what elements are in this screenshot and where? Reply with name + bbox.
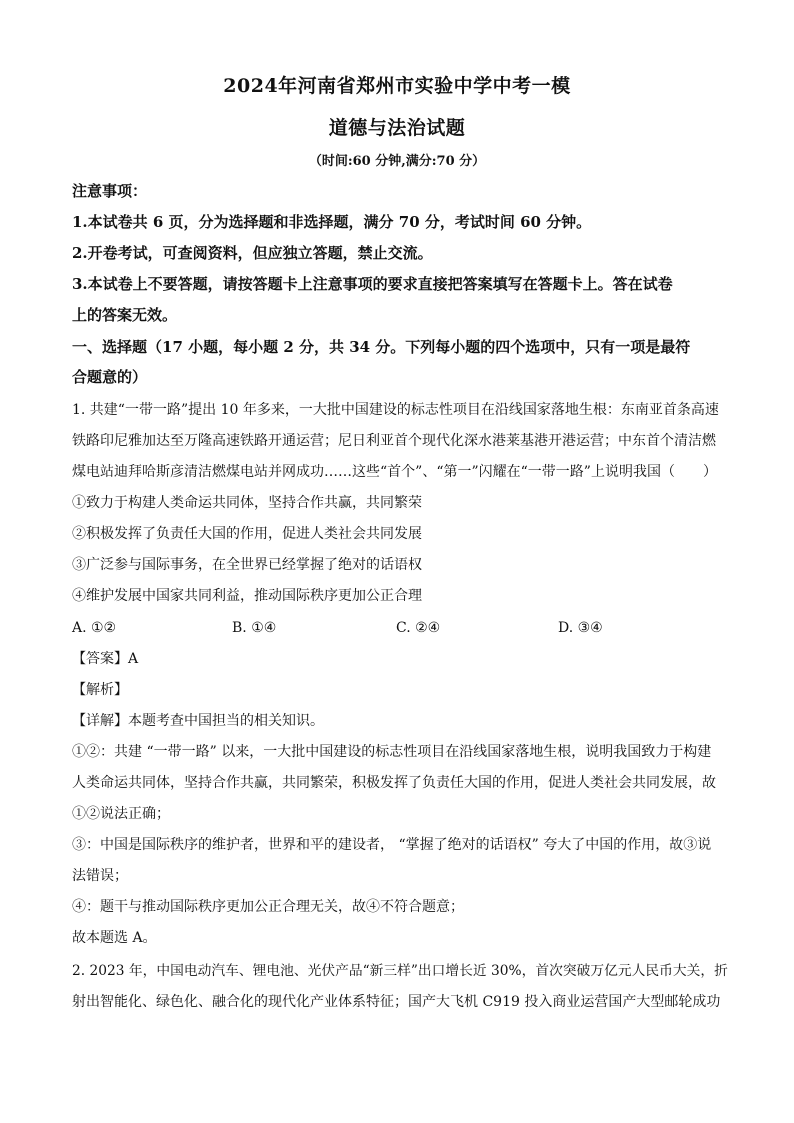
q1-option-b: B. ①④ <box>232 620 277 636</box>
q1-option-c: C. ②④ <box>396 620 441 636</box>
q1-analysis-label: 【解析】 <box>72 682 128 698</box>
time-note: （时间:60 分钟,满分:70 分） <box>308 154 486 169</box>
section-heading-a: 一、选择题（17 小题，每小题 2 分，共 34 分。下列每小题的四个选项中，只有一项是最符 <box>72 338 691 356</box>
q1-stem-2: 铁路印尼雅加达至万隆高速铁路开通运营；尼日利亚首个现代化深水港莱基港开港运营；中东首个清洁燃 <box>72 433 716 449</box>
q1-explain-2b: 法错误； <box>72 868 128 884</box>
note-2: 2.开卷考试，可查阅资料，但应独立答题，禁止交流。 <box>72 244 433 262</box>
q2-stem-2: 射出智能化、绿色化、融合化的现代化产业体系特征；国产大飞机 C919 投入商业运营国产大型邮轮成功 <box>72 994 721 1010</box>
exam-title: 2024年河南省郑州市实验中学中考一模 <box>223 75 571 97</box>
notes-heading: 注意事项： <box>72 182 148 200</box>
q1-statement-1: ①致力于构建人类命运共同体，坚持合作共赢，共同繁荣 <box>72 495 422 511</box>
q1-statement-2: ②积极发挥了负责任大国的作用，促进人类社会共同发展 <box>72 526 422 542</box>
q1-detail: 【详解】本题考查中国担当的相关知识。 <box>72 713 324 729</box>
q1-stem-3: 煤电站迪拜哈斯彦清洁燃煤电站并网成功……这些“首个”、“第一”闪耀在“一带一路”上说明我国（ ） <box>72 464 717 480</box>
q1-conclusion: 故本题选 A。 <box>72 930 157 946</box>
subject-title: 道德与法治试题 <box>328 117 466 139</box>
q1-option-a: A. ①② <box>72 620 117 636</box>
q2-stem-1: 2. 2023 年，中国电动汽车、锂电池、光伏产品“新三样”出口增长近 30%，首次突破万亿元人民币大关，折 <box>72 963 728 979</box>
note-3a: 3.本试卷上不要答题，请按答题卡上注意事项的要求直接把答案填写在答题卡上。答在试卷 <box>72 275 673 293</box>
q1-explain-1c: ①②说法正确； <box>72 806 170 822</box>
note-1: 1.本试卷共 6 页，分为选择题和非选择题，满分 70 分，考试时间 60 分钟。 <box>72 213 592 231</box>
q1-statement-3: ③广泛参与国际事务，在全世界已经掌握了绝对的话语权 <box>72 557 422 573</box>
section-heading-b: 合题意的） <box>72 368 148 386</box>
q1-option-d: D. ③④ <box>558 620 603 636</box>
q1-stem-1: 1. 共建“一带一路”提出 10 年多来，一大批中国建设的标志性项目在沿线国家落地生根：东南亚首条高速 <box>72 402 719 418</box>
q1-statement-4: ④维护发展中国家共同利益，推动国际秩序更加公正合理 <box>72 588 422 604</box>
q1-answer: 【答案】A <box>72 651 139 667</box>
q1-explain-1b: 人类命运共同体，坚持合作共赢，共同繁荣，积极发挥了负责任大国的作用，促进人类社会共同发展，故 <box>72 775 716 791</box>
q1-explain-2a: ③：中国是国际秩序的维护者，世界和平的建设者， “掌握了绝对的话语权” 夸大了中国的作用，故③说 <box>72 837 712 853</box>
q1-explain-3: ④：题干与推动国际秩序更加公正合理无关，故④不符合题意； <box>72 899 464 915</box>
q1-explain-1a: ①②：共建 “一带一路” 以来，一大批中国建设的标志性项目在沿线国家落地生根，说明我国致力于构建 <box>72 744 712 760</box>
note-3b: 上的答案无效。 <box>72 306 178 324</box>
